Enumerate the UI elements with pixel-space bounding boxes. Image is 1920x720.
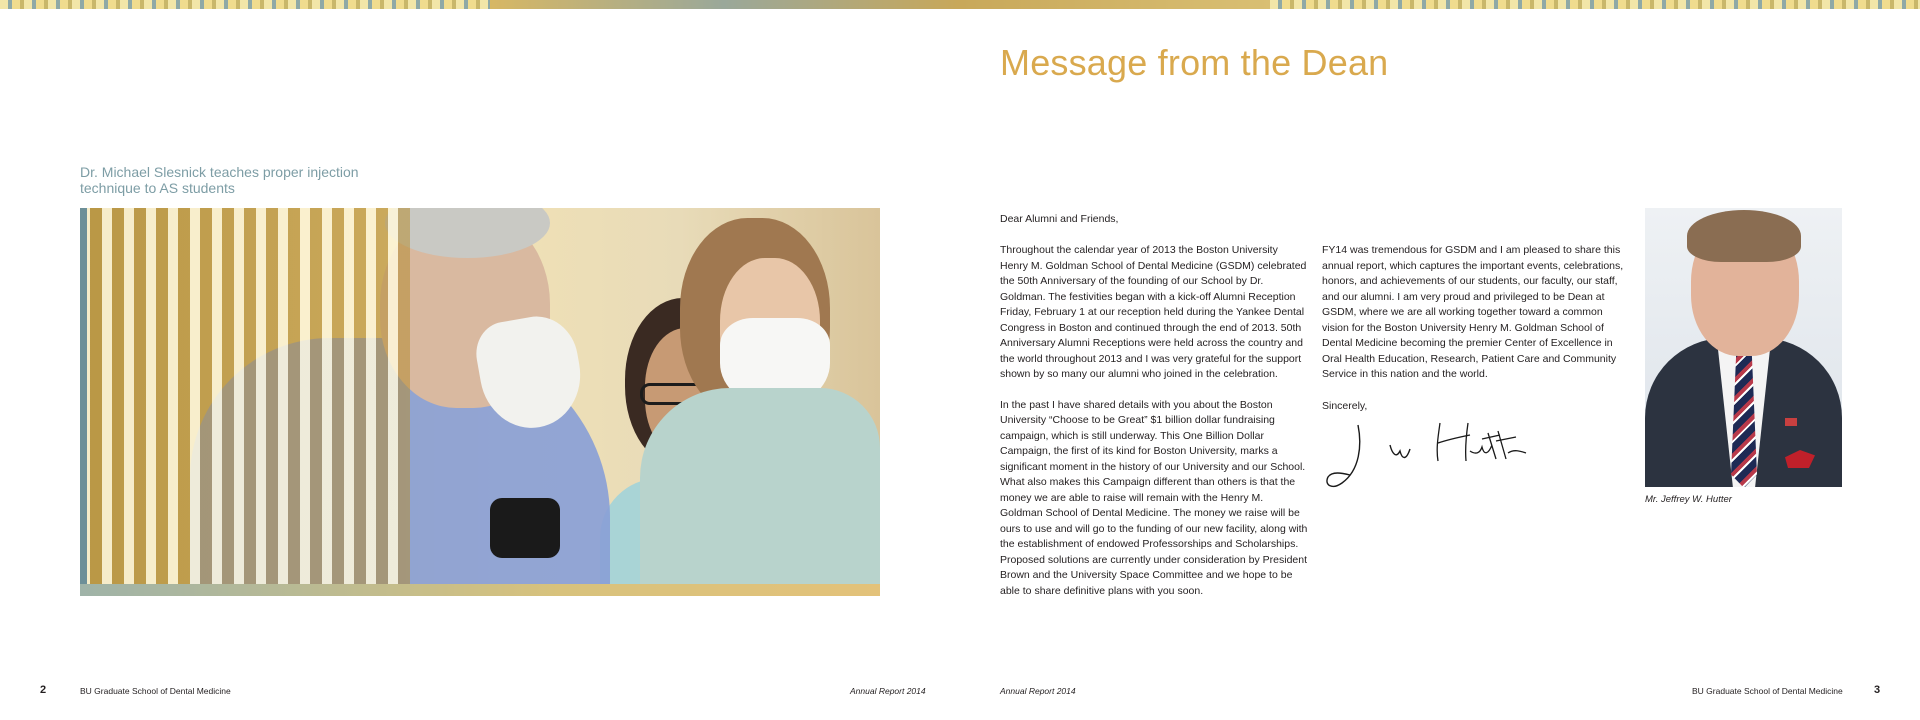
dental-loupe: [490, 498, 560, 558]
dean-signature: [1320, 415, 1530, 495]
portrait-hair: [1687, 210, 1801, 262]
assistant-gown: [640, 388, 880, 596]
left-page-number: 2: [40, 684, 47, 696]
letter-column-1: [1000, 243, 1308, 614]
right-page-number: 3: [1874, 684, 1881, 696]
top-decorative-band: [0, 0, 1920, 9]
right-footer-publication: Annual Report 2014: [1000, 686, 1076, 696]
letter-paragraph: In the past I have shared details with you about the Boston University “Choose to be Great” $1 billion dollar fundraising campaign, which is still underway. This One Billion Dollar Campaign, the first of its kind for Boston University, marks a significant moment in the history of our University and our School. What also makes this Campaign different than others is that the money we are able to raise will remain with the Henry M. Goldman School of Dental Medicine. The money we raise will be ours to use and will go to the funding of our new facility, along with the establishment of endowed Professorships and Scholarships. Proposed solutions are currently under consideration by President Brown and the University Space Committee and we hope to be able to share definitive plans with you soon.: [1000, 398, 1308, 597]
lapel-pin: [1785, 418, 1797, 426]
letter-paragraph: FY14 was tremendous for GSDM and I am pleased to share this annual report, which captures the important events, celebrations, honors, and achievements of our students, our faculty, our staff, and our alumni. I am very proud and privileged to be Dean at GSDM, where we are all working together toward a common vision for the Boston University Henry M. Goldman School of Dental Medicine becoming the premier Center of Excellence in Oral Health Education, Research, Patient Care and Community Service in this nation and the world.: [1322, 244, 1624, 380]
classroom-photo: [80, 208, 880, 596]
letter-closing: Sincerely,: [1322, 400, 1368, 412]
left-footer-school: BU Graduate School of Dental Medicine: [80, 686, 231, 696]
left-footer-publication: Annual Report 2014: [850, 686, 926, 696]
right-footer-school: BU Graduate School of Dental Medicine: [1692, 686, 1843, 696]
dean-portrait: [1645, 208, 1842, 487]
photo-stripe-overlay: [80, 208, 410, 596]
letter-paragraph: Throughout the calendar year of 2013 the Boston University Henry M. Goldman School of Dental Medicine (GSDM) celebrated the 50th Anniversary of the founding of our School by Dr. Goldman. The festivities began with a kick-off Alumni Reception Friday, February 1 at our reception held during the Yankee Dental Congress in Boston and continued through the end of 2013. 50th Anniversary Alumni Receptions were held across the country and the world throughout 2013 and I was very grateful for the support shown by so many our alumni who joined in the celebration.: [1000, 244, 1307, 380]
photo-caption: Dr. Michael Slesnick teaches proper injection technique to AS students: [80, 164, 359, 196]
page-title: Message from the Dean: [1000, 42, 1389, 83]
letter-column-2: [1322, 243, 1630, 398]
letter-salutation: Dear Alumni and Friends,: [1000, 213, 1119, 225]
portrait-caption: Mr. Jeffrey W. Hutter: [1645, 494, 1732, 505]
